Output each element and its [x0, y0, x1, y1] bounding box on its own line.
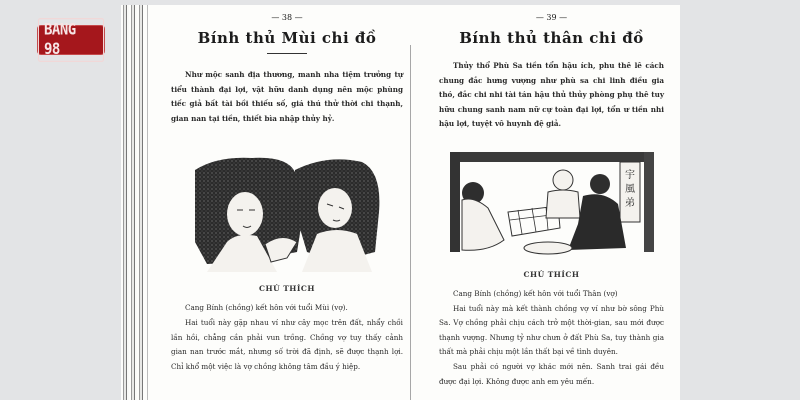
- logo-text: BANG 98: [38, 18, 104, 62]
- page-divider: [410, 45, 411, 400]
- scanned-book-spread: [121, 5, 680, 400]
- note-paragraph: Sau phải có người vợ khác mới nên. Sanh trai gái đều được đại lợi. Không được anh em yêu mến.: [439, 361, 664, 386]
- page-number: — 39 —: [535, 13, 568, 22]
- page-title: Bính thủ thân chi đồ: [459, 29, 644, 47]
- book-spine: [121, 5, 143, 400]
- svg-text:弟: 弟: [624, 197, 635, 209]
- illustration-two-women: [187, 152, 387, 272]
- notes: [439, 287, 664, 389]
- right-page: [439, 5, 664, 389]
- site-logo[interactable]: [38, 20, 104, 59]
- notes: [171, 301, 403, 374]
- spine-edge-line: [147, 5, 148, 400]
- illustration-family-scene: [448, 148, 656, 258]
- note-paragraph: Cang Bính (chồng) kết hôn với tuổi Thân (vợ): [453, 288, 618, 298]
- note-paragraph: Hai tuổi này mà kết thành chồng vợ ví như bờ sông Phù Sa. Vợ chồng phải chịu cách trở một thời-gian, sau mới được thạnh vượng. Nhưng tỷ như chưn ở đất Phù Sa, tuy thành gia thất mà phải chịu một lần thất bại về tình duyên.: [439, 303, 664, 357]
- left-page: [171, 5, 403, 374]
- section-heading: CHÚ THÍCH: [523, 269, 580, 279]
- svg-text:宇: 宇: [624, 169, 635, 181]
- title-underline: [267, 53, 307, 54]
- section-heading: CHÚ THÍCH: [259, 284, 315, 294]
- page-number: — 38 —: [271, 13, 303, 22]
- page-title: Bính thủ Mùi chi đồ: [197, 29, 377, 47]
- note-paragraph: Hai tuổi này gặp nhau ví như cây mọc trên đất, nhẩy chồi lần hồi, chẳng cần phải vun trồng. Chồng vợ tuy thấy cảnh gian nan trước mắt, nhưng số trời đã định, sẽ được thạnh lợi. Chỉ khổ một việc là vợ chồng không tâm đầu ý hiệp.: [171, 317, 403, 371]
- intro-paragraph: Như mộc sanh địa thương, manh nha tiệm trưởng tự tiểu thành đại lợi, vật hữu danh dụng nên mộc phùng tiếc giả bất tài bồi thiếu số, giá thú thử thời chi thạnh, gian nan tại tiền, thiết bìa nhập thủy hỷ.: [171, 70, 403, 123]
- intro-paragraph: Thủy thổ Phù Sa tiền tổn hậu ích, phu thê lê cách chung đắc hưng vượng như phù sa chi linh điều gia thó, đắc chi nhi tài tán hậu thủ thủy phòng phụ thê tuy hữu chung sanh nam nữ cự toàn đại lợi, tổn ư tiền nhi hậu lợi, tuyệt vô huynh đệ giả.: [439, 61, 664, 129]
- svg-text:風: 風: [624, 183, 635, 195]
- note-paragraph: Cang Bính (chồng) kết hôn với tuổi Mùi (vợ).: [185, 303, 348, 313]
